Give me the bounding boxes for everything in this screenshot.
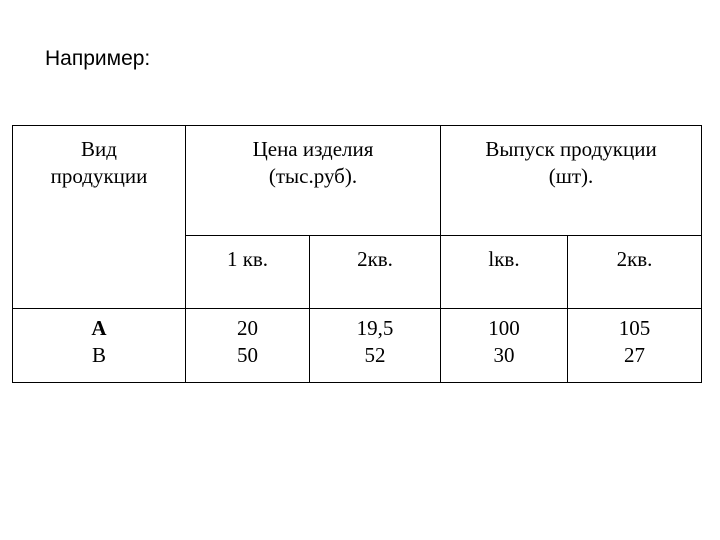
output-q1-a: 100 [488, 316, 520, 340]
table-row [13, 309, 702, 383]
output-q2-a: 105 [618, 316, 651, 340]
cell-products [13, 309, 186, 383]
output-q1-b: 30 [493, 343, 515, 367]
price-q2-a: 19,5 [356, 316, 394, 340]
header-output-line-1: Выпуск продукции [485, 137, 657, 161]
product-table [12, 125, 702, 383]
product-b: В [91, 343, 106, 367]
cell-price-q2 [310, 309, 441, 383]
intro-text: Например: [45, 47, 151, 70]
header-price [186, 126, 441, 236]
header-product-type-line-1: Вид [81, 137, 117, 161]
product-a: А [91, 316, 107, 340]
header-price-line-2: (тыс.руб). [268, 164, 358, 188]
header-product-type [13, 126, 186, 309]
output-q2-b: 27 [624, 343, 645, 367]
price-q2-b: 52 [364, 343, 386, 367]
header-output [441, 126, 702, 236]
cell-price-q1 [186, 309, 310, 383]
cell-output-q1 [441, 309, 568, 383]
subheader-output-q2: 2кв. [568, 236, 702, 309]
subheader-price-q1: 1 кв. [186, 236, 310, 309]
cell-output-q2 [568, 309, 702, 383]
header-product-type-line-2: продукции [50, 164, 148, 188]
price-q1-b: 50 [237, 343, 258, 367]
price-q1-a: 20 [237, 316, 258, 340]
subheader-output-q1: lкв. [441, 236, 568, 309]
header-price-line-1: Цена изделия [252, 137, 374, 161]
header-row [13, 126, 702, 236]
header-output-line-2: (шт). [548, 164, 594, 188]
subheader-price-q2: 2кв. [310, 236, 441, 309]
